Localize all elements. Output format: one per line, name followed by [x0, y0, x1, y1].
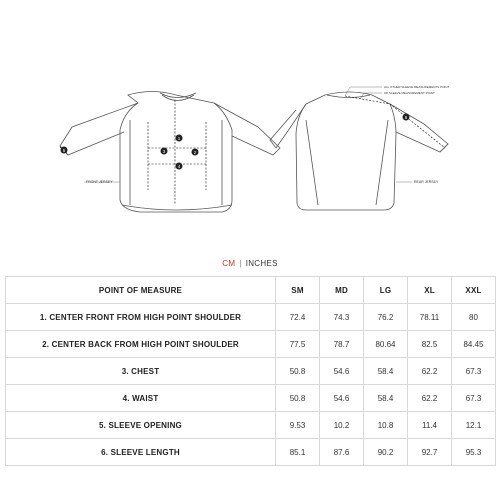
table-header-row: [6, 277, 496, 304]
marker-1: [176, 135, 183, 142]
row-label: 5. SLEEVE OPENING: [6, 412, 276, 439]
cell-value: 78.7: [320, 331, 364, 358]
cell-value: 62.2: [408, 385, 452, 412]
marker-6-label: 6: [404, 115, 408, 120]
cell-value: 67.3: [452, 358, 496, 385]
note-sleeve-point: OF SLEEVE MEASUREMENT POINT: [384, 91, 435, 95]
header-size-lg: LG: [364, 277, 408, 304]
marker-4: [176, 163, 183, 170]
unit-toggle: [0, 259, 500, 268]
front-measure-lines: [60, 100, 206, 204]
cell-value: 87.6: [320, 439, 364, 466]
header-size-xl: XL: [408, 277, 452, 304]
cell-value: 58.4: [364, 385, 408, 412]
cell-value: 76.2: [364, 304, 408, 331]
rear-jersey-label: REAR JERSEY: [414, 180, 439, 184]
jersey-diagram-svg: [0, 0, 500, 240]
front-jersey-label: FRONT JERSEY: [86, 180, 113, 184]
unit-inches-option[interactable]: INCHES: [245, 259, 278, 268]
cell-value: 50.8: [276, 358, 320, 385]
cell-value: 12.1: [452, 412, 496, 439]
table-row: [6, 331, 496, 358]
jersey-diagram: [0, 0, 500, 240]
cell-value: 10.2: [320, 412, 364, 439]
table-row: [6, 304, 496, 331]
cell-value: 72.4: [276, 304, 320, 331]
unit-separator: |: [239, 259, 242, 268]
row-label: 1. CENTER FRONT FROM HIGH POINT SHOULDER: [6, 304, 276, 331]
table-row: [6, 439, 496, 466]
row-label: 6. SLEEVE LENGTH: [6, 439, 276, 466]
marker-4-label: 4: [177, 164, 181, 169]
table-row: [6, 385, 496, 412]
cell-value: 54.6: [320, 385, 364, 412]
marker-3-label: 3: [162, 149, 166, 154]
cell-value: 90.2: [364, 439, 408, 466]
header-size-md: MD: [320, 277, 364, 304]
cell-value: 67.3: [452, 385, 496, 412]
marker-2-label: 2: [193, 150, 197, 155]
table-row: [6, 358, 496, 385]
cell-value: 80: [452, 304, 496, 331]
front-jersey: [60, 92, 280, 213]
cell-value: 82.5: [408, 331, 452, 358]
cell-value: 80.64: [364, 331, 408, 358]
cell-value: 85.1: [276, 439, 320, 466]
cell-value: 54.6: [320, 358, 364, 385]
cell-value: 11.4: [408, 412, 452, 439]
cell-value: 92.7: [408, 439, 452, 466]
note-leader-1: [345, 87, 350, 96]
row-label: 4. WAIST: [6, 385, 276, 412]
marker-3: [161, 148, 168, 155]
row-label: 3. CHEST: [6, 358, 276, 385]
header-size-xxl: XXL: [452, 277, 496, 304]
marker-5-label: 5: [62, 148, 66, 153]
cell-value: 95.3: [452, 439, 496, 466]
cell-value: 50.8: [276, 385, 320, 412]
size-chart-table: [5, 276, 496, 466]
marker-2: [192, 149, 199, 156]
cell-value: 78.11: [408, 304, 452, 331]
cell-value: 62.2: [408, 358, 452, 385]
cell-value: 10.8: [364, 412, 408, 439]
cell-value: 74.3: [320, 304, 364, 331]
cell-value: 9.53: [276, 412, 320, 439]
header-point-of-measure: POINT OF MEASURE: [6, 277, 276, 304]
unit-cm-option[interactable]: CM: [222, 259, 236, 268]
header-size-sm: SM: [276, 277, 320, 304]
cell-value: 58.4: [364, 358, 408, 385]
row-label: 2. CENTER BACK FROM HIGH POINT SHOULDER: [6, 331, 276, 358]
rear-jersey: [270, 92, 448, 210]
table-row: [6, 412, 496, 439]
cell-value: 77.5: [276, 331, 320, 358]
marker-6: [403, 114, 410, 121]
marker-5: [61, 147, 68, 154]
cell-value: 84.45: [452, 331, 496, 358]
marker-1-label: 1: [177, 136, 181, 141]
note-all-other: ALL OTHER SLEEVE MEASUREMENTS POINT: [384, 85, 450, 89]
